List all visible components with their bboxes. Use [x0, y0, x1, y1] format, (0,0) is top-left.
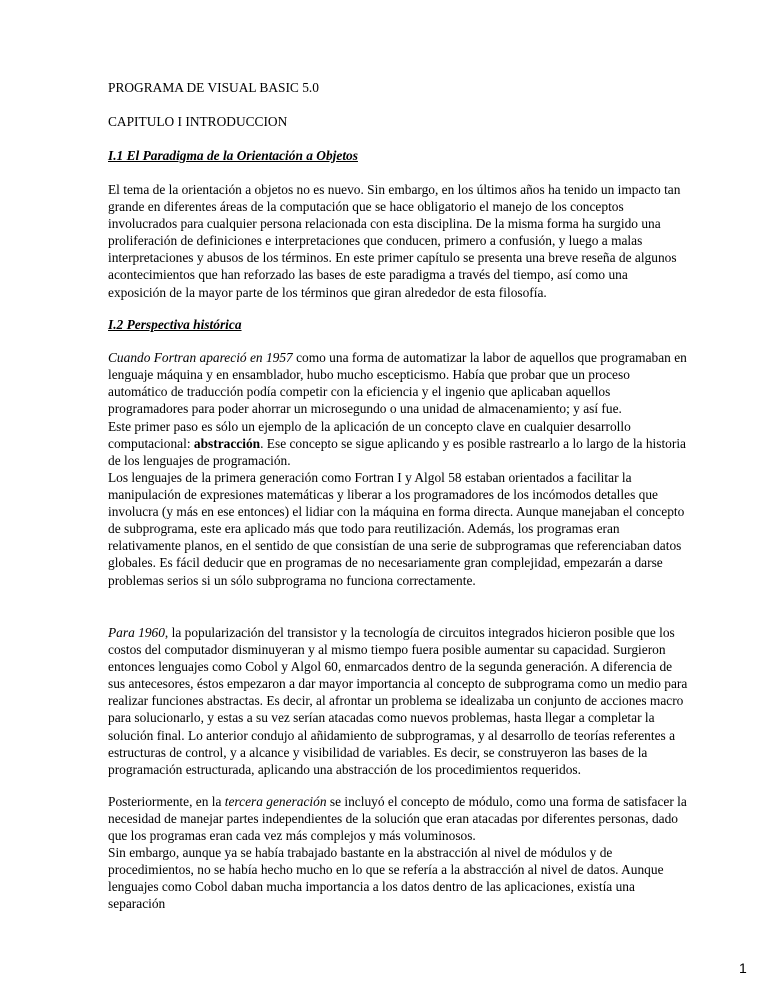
document-title: PROGRAMA DE VISUAL BASIC 5.0	[108, 80, 319, 95]
third-gen-term-italic: tercera generación	[224, 794, 327, 809]
year-1960-italic: Para 1960	[108, 625, 165, 640]
page-number: 1	[739, 960, 747, 976]
section-heading-paradigm: I.1 El Paradigma de la Orientación a Objetos	[108, 148, 358, 163]
section-heading-perspective: I.2 Perspectiva histórica	[108, 317, 242, 332]
paragraph-1960-rest: , la popularización del transistor y la tecnología de circuitos integrados hicieron posible que los costos del computador disminuyeran y al mismo tiempo fuera posible aumentar su capacidad. Surgieron entonces lenguajes como Cobol y Algol 60, enmarcados dentro de la segunda generación. A diferencia de sus antecesores, éstos empezaron a dar mayor importancia al concepto de subprograma como un medio para realizar funciones abstractas. Es decir, al afrontar un problema se idealizaba un conjunto de acciones macro para solucionarlo, y estas a su vez serían atacadas como nuevos problemas, hasta llegar a completar la solución final. Lo anterior condujo al añidamiento de subprogramas, y al desarrollo de teorías referentes a estructuras de control, y a alcance y visibilidad de variables. Es decir, se construyeron las bases de la programación estructurada, aplicando una abstracción de los procedimientos requeridos.	[108, 625, 688, 777]
paragraph-data-abstraction: Sin embargo, aunque ya se había trabajado bastante en la abstracción al nivel de módulos y de procedimientos, no se había hecho mucho en lo que se refería a la abstracción al nivel de datos. Aunque lenguajes como Cobol daban mucha importancia a los datos dentro de las aplicaciones, existía una separación	[108, 845, 664, 912]
abstraction-after: . Ese concepto se sigue aplicando y es posible rastrearlo a lo largo de la historia de los lenguajes de programación.	[108, 436, 686, 469]
third-gen-before: Posteriormente, en la	[108, 794, 225, 809]
fortran-rest: como una forma de automatizar la labor de aquellos que programaban en lenguaje máquina y en ensamblador, hubo mucho escepticismo. Había que probar que un proceso automático de traducción podía competir con la eficiencia y el ingenio que aplicaban aquellos programadores para poder ahorrar un microsegundo o una unidad de almacenamiento; y así fue.	[108, 350, 687, 417]
chapter-heading: CAPITULO I INTRODUCCION	[108, 114, 288, 129]
fortran-lead-italic: Cuando Fortran apareció en 1957	[108, 350, 293, 365]
paragraph-first-generation: Los lenguajes de la primera generación como Fortran I y Algol 58 estaban orientados a facilitar la manipulación de expresiones matemáticas y liberar a los programadores de los incómodos detalles que involucra (y más en ese entonces) el lidiar con la máquina en forma directa. Aunque manejaban el concepto de subprograma, este era aplicado más que todo para reutilización. Además, los programas eran relativamente planos, en el sentido de que consistían de una serie de subprogramas que referenciaban datos globales. Es fácil deducir que en programas de no necesariamente gran complejidad, empezarán a darse problemas serios si un sólo subprograma no funciona correctamente.	[108, 470, 685, 588]
paragraph-third-generation	[108, 793, 688, 844]
abstraction-term-bold: abstracción	[193, 436, 261, 452]
paragraph-abstraction	[108, 418, 688, 469]
paragraph-fortran	[108, 349, 688, 417]
abstraction-before: Este primer paso es sólo un ejemplo de la aplicación de un concepto clave en cualquier desarrollo computacional:	[108, 419, 631, 452]
paragraph-intro: El tema de la orientación a objetos no es nuevo. Sin embargo, en los últimos años ha tenido un impacto tan grande en diferentes áreas de la computación que se hace obligatorio el manejo de los conceptos involucrados para cualquier persona relacionada con esta disciplina. De la misma forma ha surgido una proliferación de definiciones e interpretaciones que conducen, primero a confusión, y luego a malas interpretaciones y abusos de los términos. En este primer capítulo se presenta una breve reseña de algunos acontecimientos que han reforzado las bases de este paradigma a través del tiempo, así como una exposición de la mayor parte de los términos que giran alrededor de esta filosofía.	[108, 182, 681, 300]
paragraph-1960	[108, 624, 688, 778]
third-gen-after: se incluyó el concepto de módulo, como una forma de satisfacer la necesidad de manejar partes independientes de la solución que eran atacadas por diferentes personas, dado que los programas eran cada vez más complejos y más voluminosos.	[108, 794, 687, 844]
